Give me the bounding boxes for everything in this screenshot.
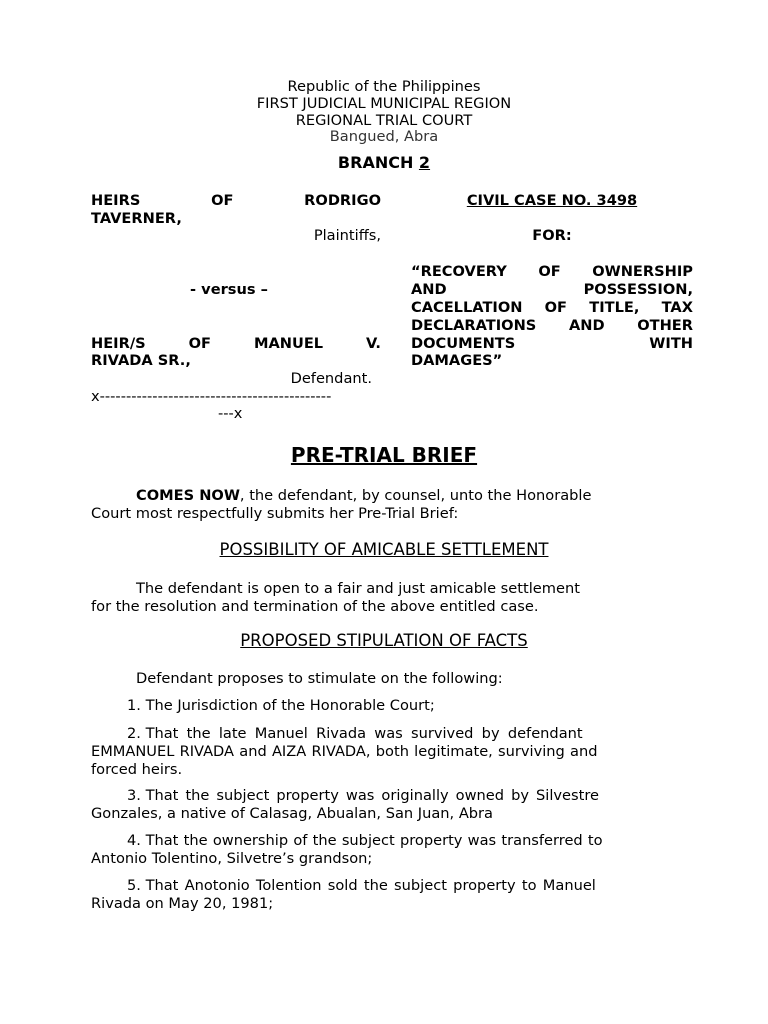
item-text-line2: Rivada on May 20, 1981; (91, 895, 274, 912)
item-text-line2: Gonzales, a native of Calasag, Abualan, San Juan, Abra (91, 805, 494, 822)
defendant-name-line1: HEIR/S OF MANUEL V. (91, 335, 381, 352)
item-text-line1: That Anotonio Tolention sold the subject property to Manuel (145, 877, 596, 894)
case-nature-line5: DOCUMENTS WITH (411, 335, 693, 352)
list-item (127, 697, 435, 715)
stipulation-intro: Defendant proposes to stimulate on the following: (136, 670, 503, 687)
plaintiff-name-line1: HEIRS OF RODRIGO (91, 192, 381, 209)
case-nature-line2: AND POSSESSION, (411, 281, 693, 298)
item-number: 5. (127, 877, 141, 894)
intro-paragraph (91, 487, 678, 523)
plaintiff-name-line2: TAVERNER, (91, 210, 182, 227)
item-number: 3. (127, 787, 141, 804)
defendant-name-line2: RIVADA SR., (91, 352, 191, 369)
item-text-line1: That the subject property was originally owned by Silvestre (145, 787, 599, 804)
branch-number: 2 (418, 153, 431, 172)
settlement-line1: The defendant is open to a fair and just amicable settlement (136, 580, 580, 597)
item-text-line3: forced heirs. (91, 761, 183, 778)
region-heading: FIRST JUDICIAL MUNICIPAL REGION (256, 95, 512, 112)
branch-line (0, 154, 768, 172)
document-title: PRE-TRIAL BRIEF (290, 443, 478, 467)
case-nature-line6: DAMAGES” (411, 352, 503, 369)
item-number: 2. (127, 725, 141, 742)
case-nature-line1: “RECOVERY OF OWNERSHIP (411, 263, 693, 280)
court-heading: REGIONAL TRIAL COURT (295, 112, 473, 129)
item-text-line2: Antonio Tolentino, Silvetre’s grandson; (91, 850, 373, 867)
branch-label: BRANCH (337, 153, 414, 172)
settlement-line2: for the resolution and termination of the above entitled case. (91, 598, 539, 615)
intro-line2: Court most respectfully submits her Pre-Trial Brief: (91, 505, 459, 522)
intro-lead: COMES NOW (136, 487, 240, 504)
for-label: FOR: (532, 227, 572, 244)
case-nature-line3: CACELLATION OF TITLE, TAX (411, 299, 693, 316)
list-item (91, 877, 678, 913)
list-item (91, 787, 678, 823)
intro-line1: , the defendant, by counsel, unto the Honorable (239, 487, 592, 504)
court-location: Bangued, Abra (329, 128, 439, 145)
item-text: The Jurisdiction of the Honorable Court; (145, 697, 435, 714)
item-number: 4. (127, 832, 141, 849)
item-text-line2: EMMANUEL RIVADA and AIZA RIVADA, both legitimate, surviving and (91, 743, 598, 760)
case-nature-line4: DECLARATIONS AND OTHER (411, 317, 693, 334)
item-text-line1: That the late Manuel Rivada was survived by defendant (145, 725, 583, 742)
list-item (91, 725, 678, 779)
civil-case-number: CIVIL CASE NO. 3498 (466, 192, 638, 209)
plaintiff-role: Plaintiffs, (313, 227, 381, 244)
defendant-role: Defendant. (290, 370, 372, 387)
caption-separator-line2: ---x (218, 405, 243, 422)
item-number: 1. (127, 697, 141, 714)
versus-label: - versus – (190, 281, 268, 298)
item-text-line1: That the ownership of the subject property was transferred to (145, 832, 603, 849)
caption-separator-line1: x-------------------------------------------- (91, 388, 332, 405)
republic-heading: Republic of the Philippines (287, 78, 481, 95)
list-item (91, 832, 678, 868)
section-heading-stipulation: PROPOSED STIPULATION OF FACTS (240, 631, 528, 650)
settlement-paragraph (91, 580, 678, 616)
section-heading-settlement: POSSIBILITY OF AMICABLE SETTLEMENT (219, 540, 549, 559)
